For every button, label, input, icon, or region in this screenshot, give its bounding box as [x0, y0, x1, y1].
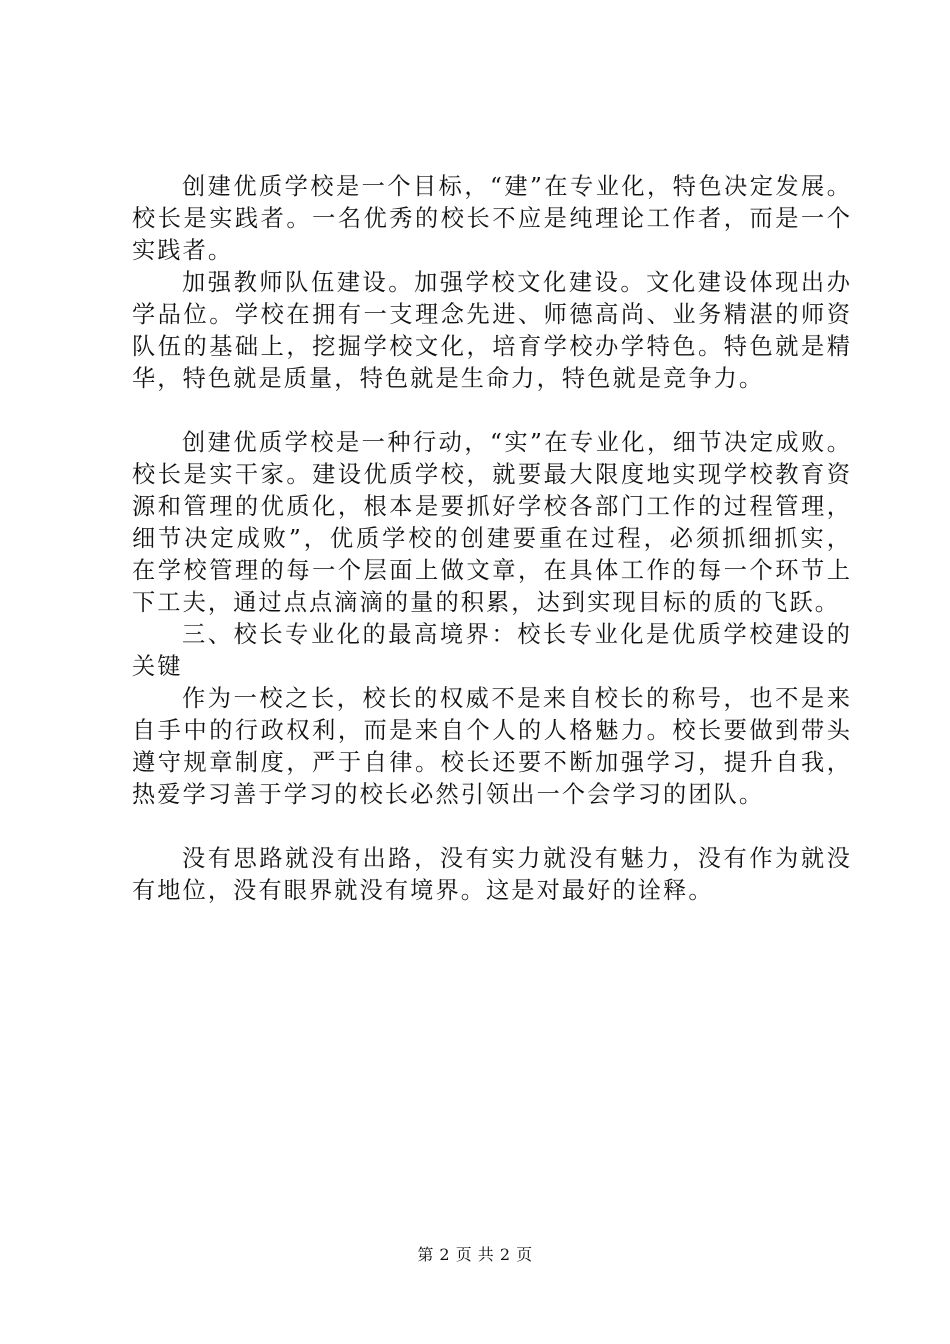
paragraph-gap — [132, 395, 852, 427]
page-footer: 第 2 页 共 2 页 — [417, 1245, 533, 1264]
document-body — [132, 171, 852, 907]
paragraph-4: 作为一校之长，校长的权威不是来自校长的称号，也不是来自手中的行政权利，而是来自个人的人格魅力。校长要做到带头遵守规章制度，严于自律。校长还要不断加强学习，提升自我，热爱学习善于学习的校长必然引领出一个会学习的团队。 — [132, 685, 852, 808]
paragraph-1: 创建优质学校是一个目标，“建”在专业化，特色决定发展。校长是实践者。一名优秀的校长不应是纯理论工作者，而是一个实践者。 — [132, 173, 852, 264]
paragraph-3: 创建优质学校是一种行动，“实”在专业化，细节决定成败。校长是实干家。建设优质学校，就要最大限度地实现学校教育资源和管理的优质化，根本是要抓好学校各部门工作的过程管理，细节决定成败”，优质学校的创建要重在过程，必须抓细抓实，在学校管理的每一个层面上做文章，在具体工作的每一个环节上下工夫，通过点点滴滴的量的积累，达到实现目标的质的飞跃。 — [132, 429, 852, 616]
section-heading: 三、校长专业化的最高境界：校长专业化是优质学校建设的关键 — [132, 621, 852, 680]
paragraph-2: 加强教师队伍建设。加强学校文化建设。文化建设体现出办学品位。学校在拥有一支理念先进、师德高尚、业务精湛的师资队伍的基础上，挖掘学校文化，培育学校办学特色。特色就是精华，特色就是质量，特色就是生命力，特色就是竞争力。 — [132, 269, 852, 392]
paragraph-5: 没有思路就没有出路，没有实力就没有魅力，没有作为就没有地位，没有眼界就没有境界。这是对最好的诠释。 — [132, 845, 852, 904]
paragraph-gap — [132, 811, 852, 843]
